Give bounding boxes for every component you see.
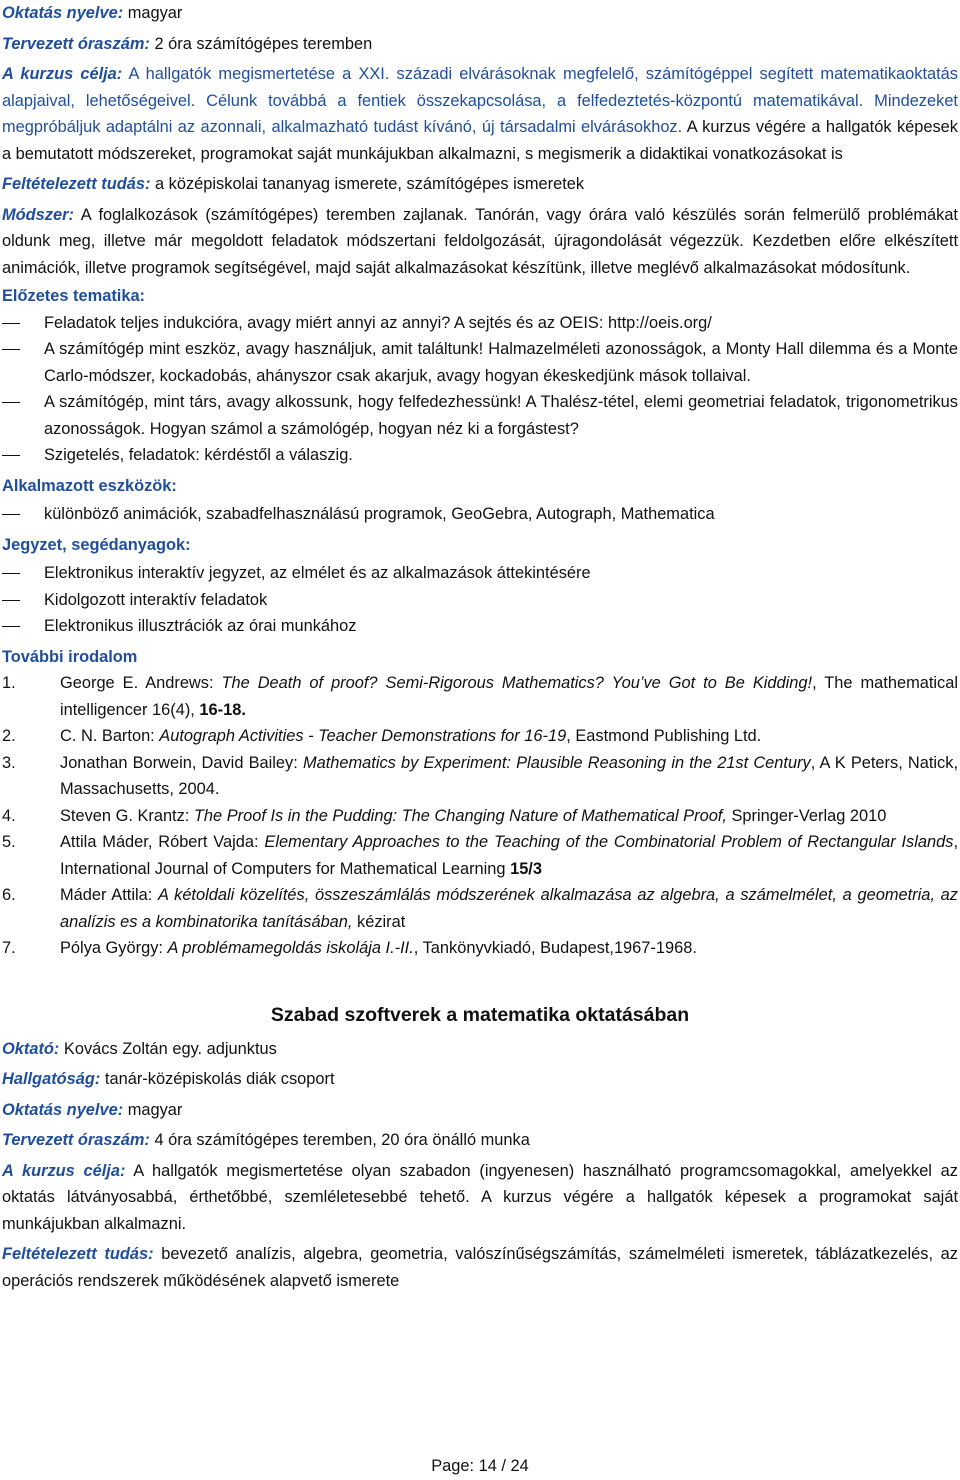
goal-text-part2: A kurzus végére a hallgatók képesek a bemutatott módszereket, programokat saját munkájukban alkalmazni, s megismerik a didaktikai vonatkozásokat is xyxy=(2,118,958,163)
reference-source: Springer-Verlag 2010 xyxy=(726,806,887,825)
language-value: magyar xyxy=(123,4,183,22)
reference-source: , A K Peters, Natick, Massachusetts, 2004. xyxy=(60,753,959,798)
language-value: magyar xyxy=(123,1100,183,1119)
reference-number: 7. xyxy=(2,939,16,957)
reference-item xyxy=(2,670,958,723)
course2-goal xyxy=(2,1158,958,1238)
reference-author: George E. Andrews: xyxy=(60,674,222,692)
audience-label: Hallgatóság: xyxy=(2,1070,101,1088)
reference-title: Elementary Approaches to the Teaching of the Combinatorial Problem of Rectangular Islands xyxy=(264,833,954,851)
list-item: Elektronikus illusztrációk az órai munkához xyxy=(2,613,958,640)
course2-teacher xyxy=(2,1036,958,1063)
topics-list xyxy=(2,310,958,469)
method-label: Módszer: xyxy=(2,205,74,224)
reference-number: 5. xyxy=(2,833,16,851)
reference-item xyxy=(2,882,958,935)
hours-label: Tervezett óraszám: xyxy=(2,1131,150,1149)
reference-source: , The mathematical intelligencer 16(4), xyxy=(60,674,958,719)
course1-language xyxy=(2,0,958,27)
reference-source: , Eastmond Publishing Ltd. xyxy=(566,727,762,745)
language-label: Oktatás nyelve: xyxy=(2,1100,124,1119)
prereq-value: a középiskolai tananyag ismerete, számítógépes ismeretek xyxy=(150,175,585,193)
reference-number: 6. xyxy=(2,886,16,904)
reference-item xyxy=(2,723,958,750)
hours-label: Tervezett óraszám: xyxy=(2,34,150,53)
reference-bold: 15/3 xyxy=(510,859,542,878)
course2-language xyxy=(2,1097,958,1124)
tools-heading: Alkalmazott eszközök: xyxy=(2,476,177,495)
list-item: A számítógép mint eszköz, avagy használjuk, amit találtunk! Halmazelméleti azonosságok, a Monty Hall dilemma és a Monte Carlo-módszer, kockadobás, ahányszor csak akarjuk, avagy hogyan ékeskedjünk mások tollaival. xyxy=(2,336,958,389)
prereq-label: Feltételezett tudás: xyxy=(2,175,151,193)
reference-author: Pólya György: xyxy=(60,939,168,957)
list-item: Szigetelés, feladatok: kérdéstől a válaszig. xyxy=(2,442,958,469)
reference-title: A problémamegoldás iskolája I.-II. xyxy=(167,939,414,957)
reference-number: 4. xyxy=(2,806,16,825)
reference-item xyxy=(2,803,958,830)
hours-value: 4 óra számítógépes teremben, 20 óra önálló munka xyxy=(149,1131,530,1149)
reference-author: Máder Attila: xyxy=(60,886,159,904)
reference-item xyxy=(2,829,958,882)
reference-item xyxy=(2,750,958,803)
course2-hours xyxy=(2,1127,958,1154)
reference-item xyxy=(2,935,958,962)
reference-author: C. N. Barton: xyxy=(60,727,160,745)
course2-audience xyxy=(2,1066,958,1093)
list-item: Feladatok teljes indukcióra, avagy miért annyi az annyi? A sejtés és az OEIS: http://oeis.org/ xyxy=(2,310,958,337)
reference-title: The Death of proof? Semi-Rigorous Mathematics? You’ve Got to Be Kidding! xyxy=(221,674,813,692)
notes-heading: Jegyzet, segédanyagok: xyxy=(2,535,191,554)
literature-heading: További irodalom xyxy=(2,647,138,666)
reference-number: 2. xyxy=(2,727,16,745)
goal-value: A hallgatók megismertetése olyan szabadon (ingyenesen) használható programcsomagokkal, amelyekkel az oktatás látványosabbá, érthetőbbé, szemléletesebbé tehető. A kurzus végére a hallgatók képesek a programokat saját munkájukban alkalmazni. xyxy=(2,1161,958,1233)
reference-source: kézirat xyxy=(352,912,406,931)
reference-number: 3. xyxy=(2,753,16,772)
topics-heading: Előzetes tematika: xyxy=(2,287,146,305)
course1-prereq xyxy=(2,171,958,198)
reference-number: 1. xyxy=(2,674,16,692)
list-item: különböző animációk, szabadfelhasználású programok, GeoGebra, Autograph, Mathematica xyxy=(2,501,958,528)
notes-list xyxy=(2,560,958,640)
reference-title: Mathematics by Experiment: Plausible Reasoning in the 21st Century xyxy=(302,753,811,772)
reference-author: Steven G. Krantz: xyxy=(60,806,194,825)
references-list xyxy=(2,670,958,962)
course1-method xyxy=(2,202,958,282)
reference-title: The Proof Is in the Pudding: The Changing Nature of Mathematical Proof, xyxy=(193,806,727,825)
document-page xyxy=(2,0,959,1475)
list-item: Kidolgozott interaktív feladatok xyxy=(2,587,958,614)
reference-bold: 16-18. xyxy=(199,700,246,719)
course2-title: Szabad szoftverek a matematika oktatásában xyxy=(270,1003,690,1026)
goal-text-part1: A hallgatók megismertetése a XXI. századi elvárásoknak megfelelő, számítógéppel segített matematikaoktatás alapjaival, lehetőségeivel. Célunk továbbá a fentiek összekapcsolása, a felfedeztetés-központú matematikával. Mindezeket megpróbáljuk adaptálni az azonnali, alkalmazható tudást kívánó, új társadalmi elvárásokhoz. xyxy=(2,65,958,136)
reference-source: , International Journal of Computers for Mathematical Learning xyxy=(60,833,958,878)
teacher-label: Oktató: xyxy=(2,1039,60,1058)
reference-title: Autograph Activities - Teacher Demonstrations for 16-19 xyxy=(159,727,567,745)
hours-value: 2 óra számítógépes teremben xyxy=(149,34,373,53)
tools-list xyxy=(2,501,958,528)
course1-hours xyxy=(2,31,958,58)
language-label: Oktatás nyelve: xyxy=(2,4,124,22)
list-item: A számítógép, mint társ, avagy alkossunk, hogy felfedezhessünk! A Thalész-tétel, elemi geometriai feladatok, trigonometrikus azonosságok. Hogyan számol a számológép, hogyan néz ki a forgástest? xyxy=(2,389,958,442)
course1-goal xyxy=(2,61,958,167)
prereq-value: bevezető analízis, algebra, geometria, valószínűségszámítás, számelméleti ismeretek, táblázatkezelés, az operációs rendszerek működésének alapvető ismerete xyxy=(2,1245,958,1290)
list-item: Elektronikus interaktív jegyzet, az elmélet és az alkalmazások áttekintésére xyxy=(2,560,958,587)
prereq-label: Feltételezett tudás: xyxy=(2,1245,154,1263)
reference-source: , Tankönyvkiadó, Budapest,1967-1968. xyxy=(413,939,697,957)
teacher-value: Kovács Zoltán egy. adjunktus xyxy=(59,1039,277,1058)
method-text-part2: Tanórán, vagy órára való készülés során felmerülő problémákat oldunk meg, illetve már megoldott feladatok módszertani feldolgozását, újragondolását végezzük. Kezdetben előre elkészített animációk, illetve programok segítségével, majd saját alkalmazásokat készítünk, illetve meglévő alkalmazásokat módosítunk. xyxy=(2,205,958,277)
method-text-part1: A foglalkozások (számítógépes) teremben zajlanak. xyxy=(73,205,468,224)
audience-value: tanár-középiskolás diák csoport xyxy=(100,1070,335,1088)
reference-title: A kétoldali közelítés, összeszámlálás módszerének alkalmazása az algebra, a számelmélet, a geometria, az analízis es a kombinatorika tanításában, xyxy=(60,886,958,931)
page-number: Page: 14 / 24 xyxy=(431,1457,529,1475)
reference-author: Attila Máder, Róbert Vajda: xyxy=(60,833,265,851)
goal-label: A kurzus célja: xyxy=(2,65,123,83)
reference-author: Jonathan Borwein, David Bailey: xyxy=(60,753,303,772)
goal-label: A kurzus célja: xyxy=(2,1161,126,1180)
course2-prereq xyxy=(2,1241,958,1294)
